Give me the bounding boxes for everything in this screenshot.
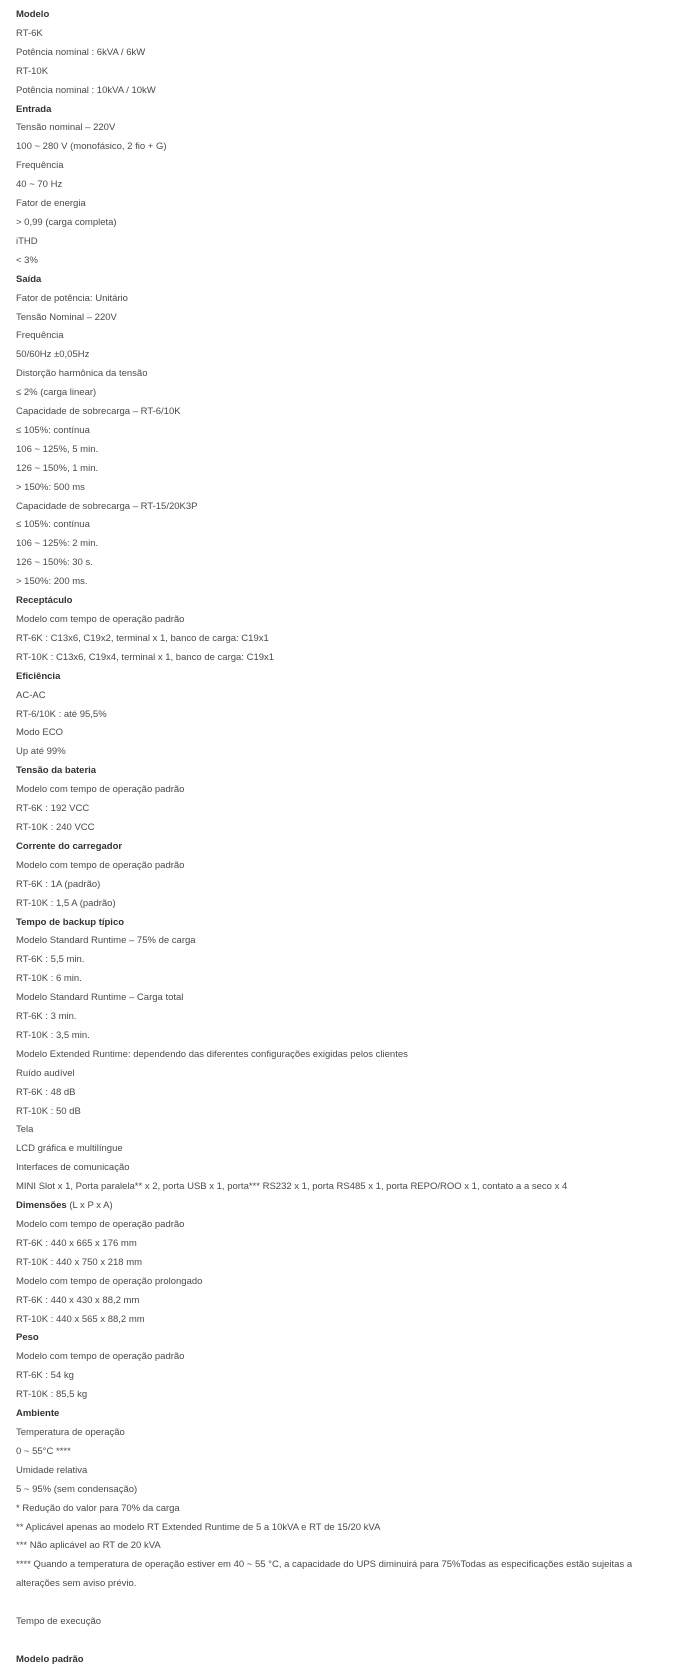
spec-line-text: MINI Slot x 1, Porta paralela** x 2, porta USB x 1, porta*** RS232 x 1, porta RS485 x 1, porta REPO/ROO x 1, contato a a seco x 4	[16, 1181, 568, 1193]
spec-line-text: Frequência	[16, 160, 64, 172]
section-heading	[16, 271, 657, 290]
spec-line-text: RT-6/10K : até 95,5%	[16, 708, 107, 720]
spec-line	[16, 611, 657, 630]
spec-line-text: Frequência	[16, 330, 64, 342]
spec-line	[16, 498, 657, 517]
spec-line	[16, 82, 657, 101]
spec-line	[16, 1140, 657, 1159]
spec-line	[16, 44, 657, 63]
spec-line-text: Modelo com tempo de operação padrão	[16, 859, 185, 871]
section-heading-label: Modelo	[16, 9, 50, 20]
spec-line	[16, 1103, 657, 1122]
spec-line	[16, 932, 657, 951]
spec-line	[16, 138, 657, 157]
spec-line-text: ** Aplicável apenas ao modelo RT Extended Runtime de 5 a 10kVA e RT de 15/20 kVA	[16, 1521, 381, 1533]
spec-line-text: RT-6K	[16, 27, 43, 39]
spec-line	[16, 1613, 657, 1632]
spec-line-text: > 0,99 (carga completa)	[16, 216, 117, 228]
spec-line-text: RT-10K : C13x6, C19x4, terminal x 1, banco de carga: C19x1	[16, 651, 275, 663]
spec-line-text: Modelo Standard Runtime – Carga total	[16, 992, 184, 1004]
spec-line	[16, 214, 657, 233]
spec-line-text: Tempo de execução	[16, 1616, 102, 1628]
spec-line	[16, 252, 657, 271]
spec-line-text: 126 ~ 150%, 1 min.	[16, 462, 99, 474]
spec-line-text: Capacidade de sobrecarga – RT-6/10K	[16, 406, 181, 418]
spec-line-text: Up até 99%	[16, 746, 66, 758]
spec-line	[16, 25, 657, 44]
spec-line	[16, 1348, 657, 1367]
spec-line-text: Temperatura de operação	[16, 1426, 125, 1438]
section-heading	[16, 914, 657, 933]
spec-line-text: 50/60Hz ±0,05Hz	[16, 349, 90, 361]
spec-line	[16, 554, 657, 573]
spec-line	[16, 290, 657, 309]
spacer	[16, 1594, 657, 1613]
spec-line	[16, 346, 657, 365]
spec-line	[16, 1254, 657, 1273]
spec-line	[16, 422, 657, 441]
spec-line-text: RT-6K : 192 VCC	[16, 803, 90, 815]
section-heading-label: Entrada	[16, 103, 52, 115]
spec-line	[16, 460, 657, 479]
spec-line-text: > 150%: 500 ms	[16, 481, 85, 493]
spec-line-text: < 3%	[16, 254, 38, 266]
section-heading	[16, 1651, 657, 1670]
spec-line	[16, 1159, 657, 1178]
spec-line	[16, 724, 657, 743]
spec-line	[16, 706, 657, 725]
spec-line	[16, 1292, 657, 1311]
spec-line	[16, 1084, 657, 1103]
spec-line	[16, 649, 657, 668]
spec-line-text: Modelo com tempo de operação padrão	[16, 1219, 185, 1230]
spec-line	[16, 1178, 657, 1197]
spec-line	[16, 327, 657, 346]
spec-line	[16, 819, 657, 838]
spec-line-text: Interfaces de comunicação	[16, 1162, 130, 1174]
spec-line-text: Modelo com tempo de operação padrão	[16, 1351, 185, 1363]
spec-line-text: ≤ 2% (carga linear)	[16, 387, 97, 399]
spec-line	[16, 687, 657, 706]
spec-line	[16, 535, 657, 554]
spec-line	[16, 1424, 657, 1443]
spec-line	[16, 63, 657, 82]
spec-line-text: * Redução do valor para 70% da carga	[16, 1502, 180, 1514]
section-heading-suffix: (L x P x A)	[66, 1200, 113, 1212]
spec-line	[16, 1519, 657, 1538]
spec-line-text: 100 ~ 280 V (monofásico, 2 fio + G)	[16, 141, 167, 153]
spec-line	[16, 1046, 657, 1065]
spec-line-text: 106 ~ 125%: 2 min.	[16, 538, 99, 550]
section-heading-label: Tempo de backup típico	[16, 916, 125, 928]
spec-line	[16, 176, 657, 195]
spec-line-text: RT-10K : 1,5 A (padrão)	[16, 897, 116, 909]
spec-line	[16, 1367, 657, 1386]
spec-line-text: RT-10K	[16, 65, 49, 77]
spec-line	[16, 743, 657, 762]
spec-line	[16, 516, 657, 535]
spec-line	[16, 1481, 657, 1500]
spec-line	[16, 309, 657, 328]
spec-line-text: AC-AC	[16, 689, 46, 701]
spec-line-text: LCD gráfica e multilíngue	[16, 1143, 123, 1155]
spec-line	[16, 157, 657, 176]
spec-line	[16, 989, 657, 1008]
spec-line-text: 106 ~ 125%, 5 min.	[16, 443, 99, 455]
spec-line-text: RT-10K : 3,5 min.	[16, 1029, 90, 1041]
section-heading	[16, 838, 657, 857]
spec-line-text: RT-10K : 440 x 565 x 88,2 mm	[16, 1313, 145, 1325]
spec-line-text: iTHD	[16, 235, 38, 247]
spec-line	[16, 1537, 657, 1556]
spec-line-text: Tela	[16, 1124, 34, 1136]
spec-line-text: RT-10K : 50 dB	[16, 1105, 81, 1117]
section-heading	[16, 1197, 657, 1216]
section-heading	[16, 1329, 657, 1348]
section-heading	[16, 592, 657, 611]
spec-line-text: Modelo com tempo de operação padrão	[16, 614, 185, 625]
spec-line-text: RT-6K : 54 kg	[16, 1370, 74, 1382]
spec-line-text: RT-6K : 440 x 430 x 88,2 mm	[16, 1294, 140, 1306]
spec-line	[16, 876, 657, 895]
spec-line-text: 40 ~ 70 Hz	[16, 179, 63, 191]
spec-line	[16, 857, 657, 876]
spec-line-text: Distorção harmônica da tensão	[16, 368, 148, 380]
spec-line-text: *** Não aplicável ao RT de 20 kVA	[16, 1540, 161, 1552]
spec-line	[16, 1008, 657, 1027]
spec-line	[16, 1311, 657, 1330]
spec-line-text: RT-6K : 48 dB	[16, 1086, 76, 1098]
spec-line-text: ≤ 105%: contínua	[16, 519, 90, 531]
spec-line-text: Potência nominal : 10kVA / 10kW	[16, 84, 156, 96]
spec-line	[16, 479, 657, 498]
spec-line-text: Modelo Standard Runtime – 75% de carga	[16, 935, 196, 947]
spec-line-text: RT-6K : 440 x 665 x 176 mm	[16, 1237, 137, 1249]
spec-line-text: RT-6K : 1A (padrão)	[16, 878, 101, 890]
spec-line	[16, 573, 657, 592]
spec-line-text: Umidade relativa	[16, 1464, 88, 1476]
spec-line	[16, 441, 657, 460]
section-heading-label: Peso	[16, 1332, 39, 1344]
spec-line	[16, 1443, 657, 1462]
section-heading	[16, 762, 657, 781]
spacer	[16, 1632, 657, 1651]
spec-line-text: Modo ECO	[16, 727, 63, 739]
spec-line	[16, 1027, 657, 1046]
spec-line-text: RT-10K : 240 VCC	[16, 821, 95, 833]
spec-line	[16, 119, 657, 138]
section-heading-label: Dimensões	[16, 1200, 67, 1212]
section-heading-label: Saída	[16, 273, 42, 285]
section-heading	[16, 6, 657, 25]
spec-line	[16, 365, 657, 384]
spec-line-text: RT-10K : 85,5 kg	[16, 1389, 88, 1401]
section-heading-label: Eficiência	[16, 670, 61, 682]
spec-line-text: Ruído audível	[16, 1067, 75, 1079]
spec-line-text: RT-6K : 3 min.	[16, 1011, 77, 1023]
spec-line-text: Fator de energia	[16, 198, 86, 210]
spec-line-text: Modelo com tempo de operação padrão	[16, 784, 185, 796]
spec-line	[16, 403, 657, 422]
section-heading-label: Ambiente	[16, 1408, 60, 1420]
spec-line	[16, 1273, 657, 1292]
spec-line-text: Potência nominal : 6kVA / 6kW	[16, 46, 146, 58]
spec-line	[16, 895, 657, 914]
spec-line	[16, 781, 657, 800]
spec-line	[16, 1235, 657, 1254]
spec-line	[16, 1065, 657, 1084]
spec-line-text: 0 ~ 55°C ****	[16, 1445, 71, 1457]
spec-line	[16, 1121, 657, 1140]
spec-line	[16, 1500, 657, 1519]
spec-line	[16, 195, 657, 214]
section-heading	[16, 101, 657, 120]
spec-line	[16, 970, 657, 989]
section-heading-label: Receptáculo	[16, 595, 73, 607]
spec-line	[16, 233, 657, 252]
spec-line-text: 5 ~ 95% (sem condensação)	[16, 1483, 138, 1495]
spec-line-text: RT-10K : 6 min.	[16, 973, 82, 985]
spec-line	[16, 1386, 657, 1405]
section-heading	[16, 1405, 657, 1424]
spec-line-text: Tensão Nominal – 220V	[16, 311, 117, 323]
spec-line-text: Capacidade de sobrecarga – RT-15/20K3P	[16, 500, 198, 512]
spec-line	[16, 630, 657, 649]
section-heading-label: Tensão da bateria	[16, 765, 97, 777]
spec-line-text: Modelo com tempo de operação prolongado	[16, 1275, 203, 1287]
spec-line	[16, 1216, 657, 1235]
spec-line-text: **** Quando a temperatura de operação estiver em 40 ~ 55 °C, a capacidade do UPS diminuirá para 75%Todas as especificações estão sujeitas a alterações sem aviso prévio.	[16, 1559, 633, 1590]
spec-line	[16, 1556, 657, 1594]
spec-line	[16, 951, 657, 970]
spec-line-text: Tensão nominal – 220V	[16, 122, 116, 134]
spec-line	[16, 1462, 657, 1481]
spec-line-text: RT-10K : 440 x 750 x 218 mm	[16, 1256, 143, 1268]
spec-line-text: Fator de potência: Unitário	[16, 292, 128, 304]
spec-line-text: ≤ 105%: contínua	[16, 424, 90, 436]
section-heading	[16, 668, 657, 687]
section-heading-label: Modelo padrão	[16, 1653, 84, 1665]
spec-line-text: 126 ~ 150%: 30 s.	[16, 557, 93, 569]
spec-line-text: Modelo Extended Runtime: dependendo das diferentes configurações exigidas pelos clientes	[16, 1048, 408, 1060]
spec-line-text: RT-6K : 5,5 min.	[16, 954, 85, 966]
spec-line-text: > 150%: 200 ms.	[16, 576, 88, 588]
spec-line-text: RT-6K : C13x6, C19x2, terminal x 1, banco de carga: C19x1	[16, 632, 269, 644]
spec-line	[16, 800, 657, 819]
spec-line	[16, 384, 657, 403]
section-heading-label: Corrente do carregador	[16, 840, 123, 852]
